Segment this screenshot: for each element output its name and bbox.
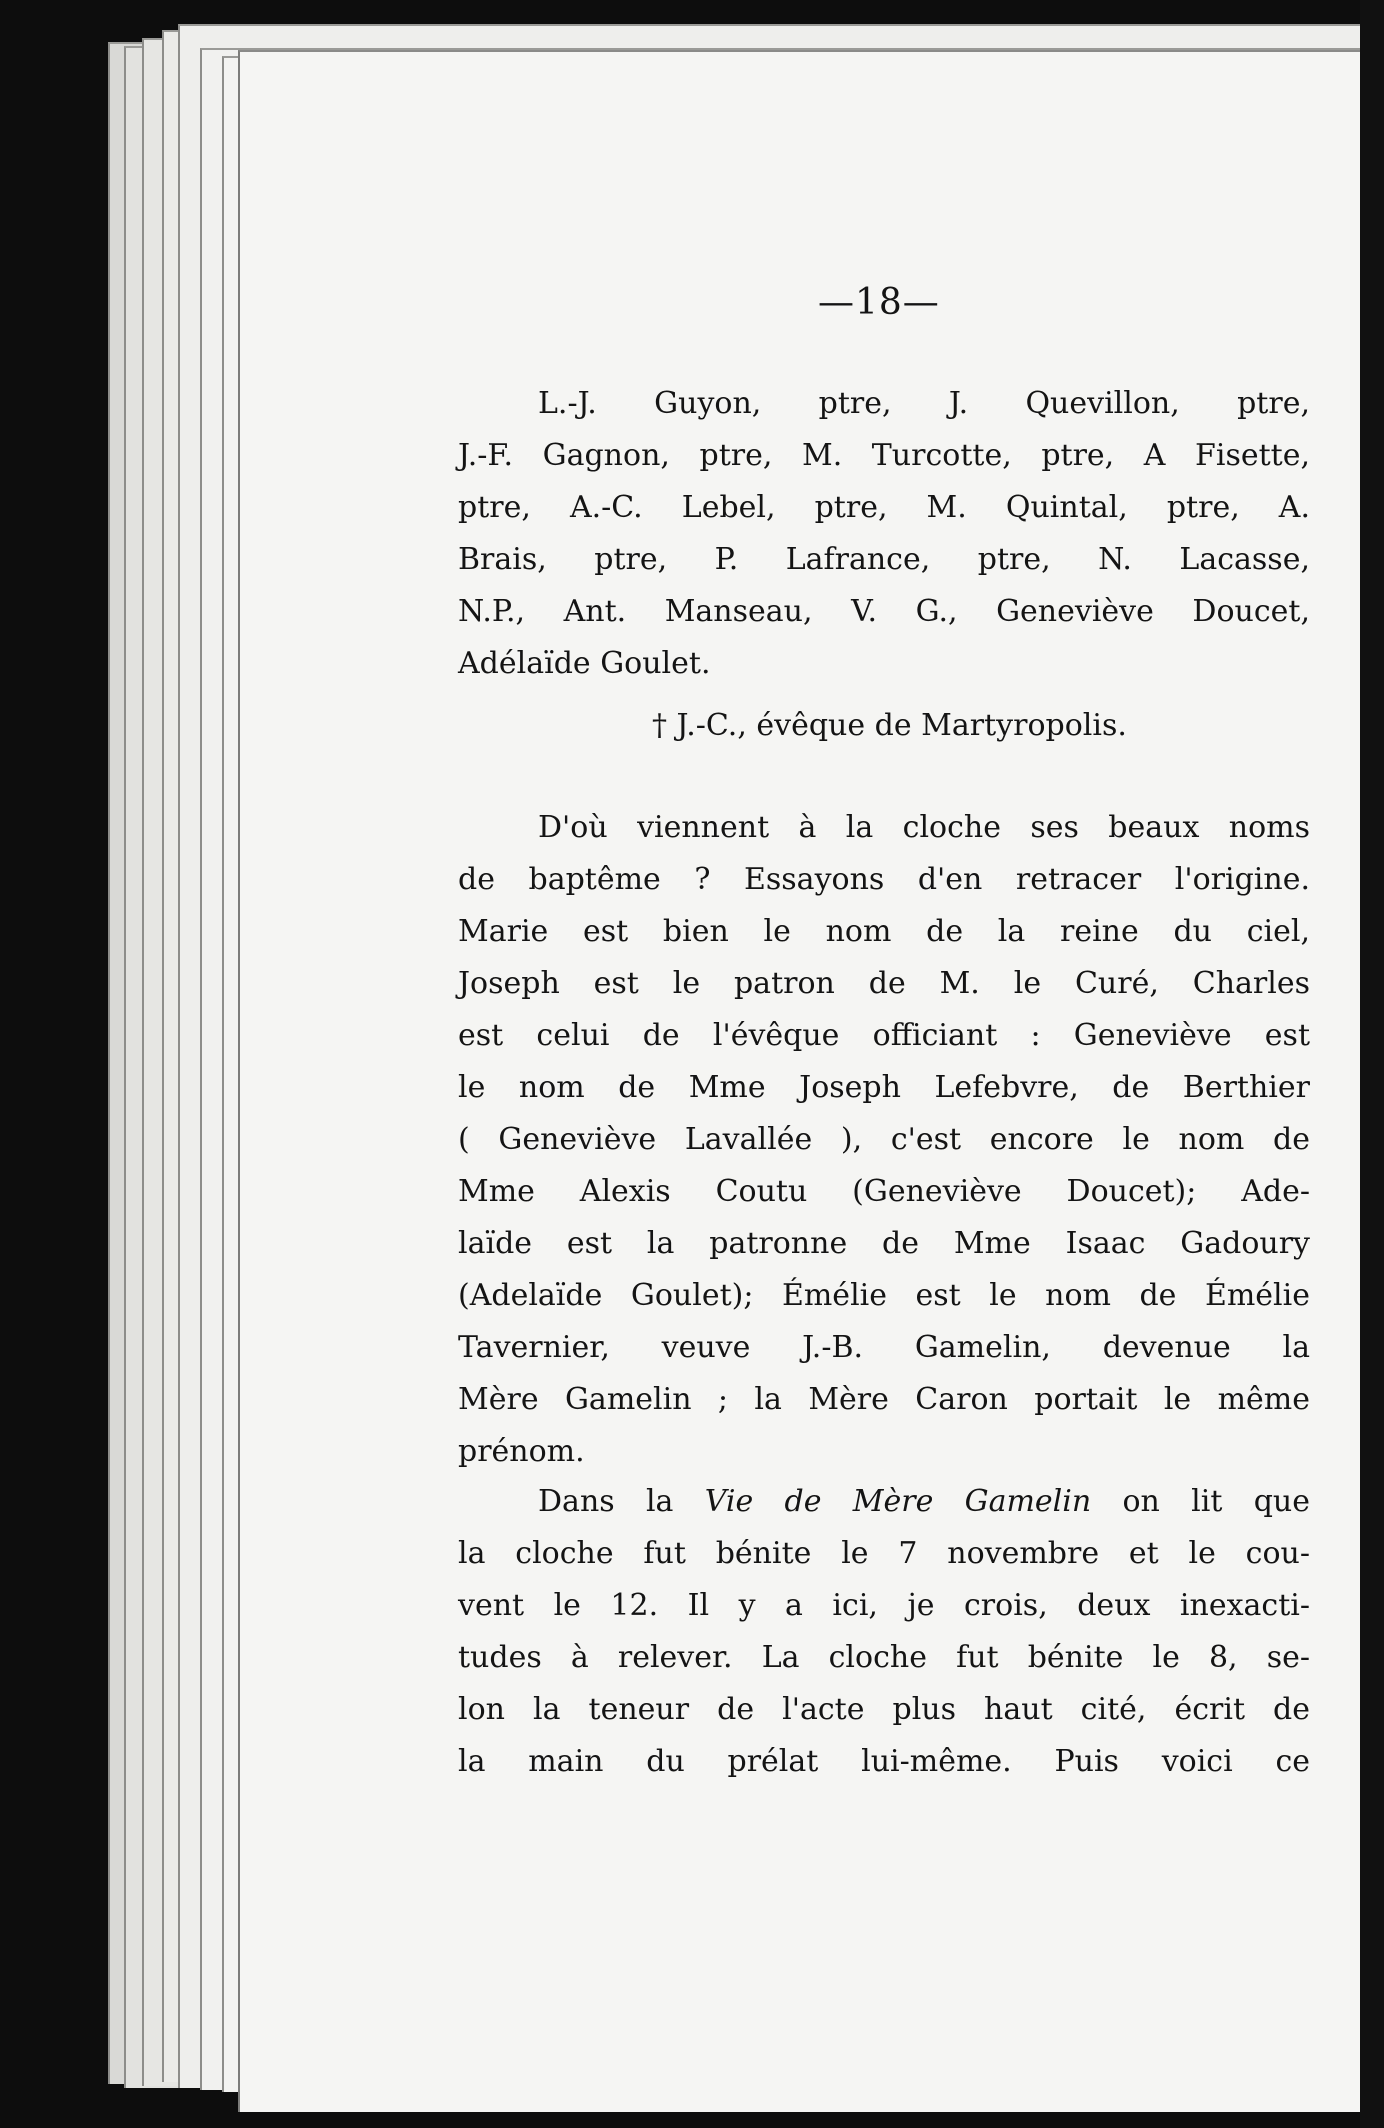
text-line: tudes à relever. La cloche fut bénite le 8, se- <box>458 1640 1310 1675</box>
text-line <box>458 1476 1310 1528</box>
scan-border <box>1360 0 1384 2128</box>
text-line: D'où viennent à la cloche ses beaux noms <box>538 810 1310 845</box>
text-line: N.P., Ant. Manseau, V. G., Geneviève Doucet, <box>458 594 1310 629</box>
text-run: Dans la <box>538 1484 705 1519</box>
text-line: le nom de Mme Joseph Lefebvre, de Berthier <box>458 1070 1310 1105</box>
text-line: (Adelaïde Goulet); Émélie est le nom de Émélie <box>458 1278 1310 1313</box>
text-line: Adélaïde Goulet. <box>458 646 711 681</box>
text-line: est celui de l'évêque officiant : Geneviève est <box>458 1018 1310 1053</box>
text-run: on lit que <box>1091 1484 1310 1519</box>
text-line: Marie est bien le nom de la reine du ciel, <box>458 914 1310 949</box>
text-line: Mère Gamelin ; la Mère Caron portait le même <box>458 1382 1310 1417</box>
text-line: lon la teneur de l'acte plus haut cité, écrit de <box>458 1692 1310 1727</box>
text-line: laïde est la patronne de Mme Isaac Gadoury <box>458 1226 1310 1261</box>
signatories-paragraph <box>458 378 1310 690</box>
text-line: de baptême ? Essayons d'en retracer l'origine. <box>458 862 1310 897</box>
text-line: Joseph est le patron de M. le Curé, Charles <box>458 966 1310 1001</box>
text-line: la cloche fut bénite le 7 novembre et le cou- <box>458 1536 1310 1571</box>
bishop-signature: † J.-C., évêque de Martyropolis. <box>652 708 1127 743</box>
text-line: ptre, A.-C. Lebel, ptre, M. Quintal, ptre, A. <box>458 490 1310 525</box>
book-title: Vie de Mère Gamelin <box>704 1484 1092 1519</box>
text-line: vent le 12. Il y a ici, je crois, deux inexacti- <box>458 1588 1310 1623</box>
text-line: Mme Alexis Coutu (Geneviève Doucet); Ade- <box>458 1174 1310 1209</box>
names-origin-paragraph <box>458 802 1310 1478</box>
text-line: Brais, ptre, P. Lafrance, ptre, N. Lacasse, <box>458 542 1310 577</box>
page-number: —18— <box>818 282 940 323</box>
text-line: Tavernier, veuve J.-B. Gamelin, devenue la <box>458 1330 1310 1365</box>
text-line: L.-J. Guyon, ptre, J. Quevillon, ptre, <box>538 386 1310 421</box>
gamelin-paragraph <box>458 1476 1310 1788</box>
text-line: prénom. <box>458 1434 585 1469</box>
text-line: J.-F. Gagnon, ptre, M. Turcotte, ptre, A Fisette, <box>458 438 1310 473</box>
text-line: la main du prélat lui-même. Puis voici ce <box>458 1744 1310 1779</box>
text-line: ( Geneviève Lavallée ), c'est encore le nom de <box>458 1122 1310 1157</box>
